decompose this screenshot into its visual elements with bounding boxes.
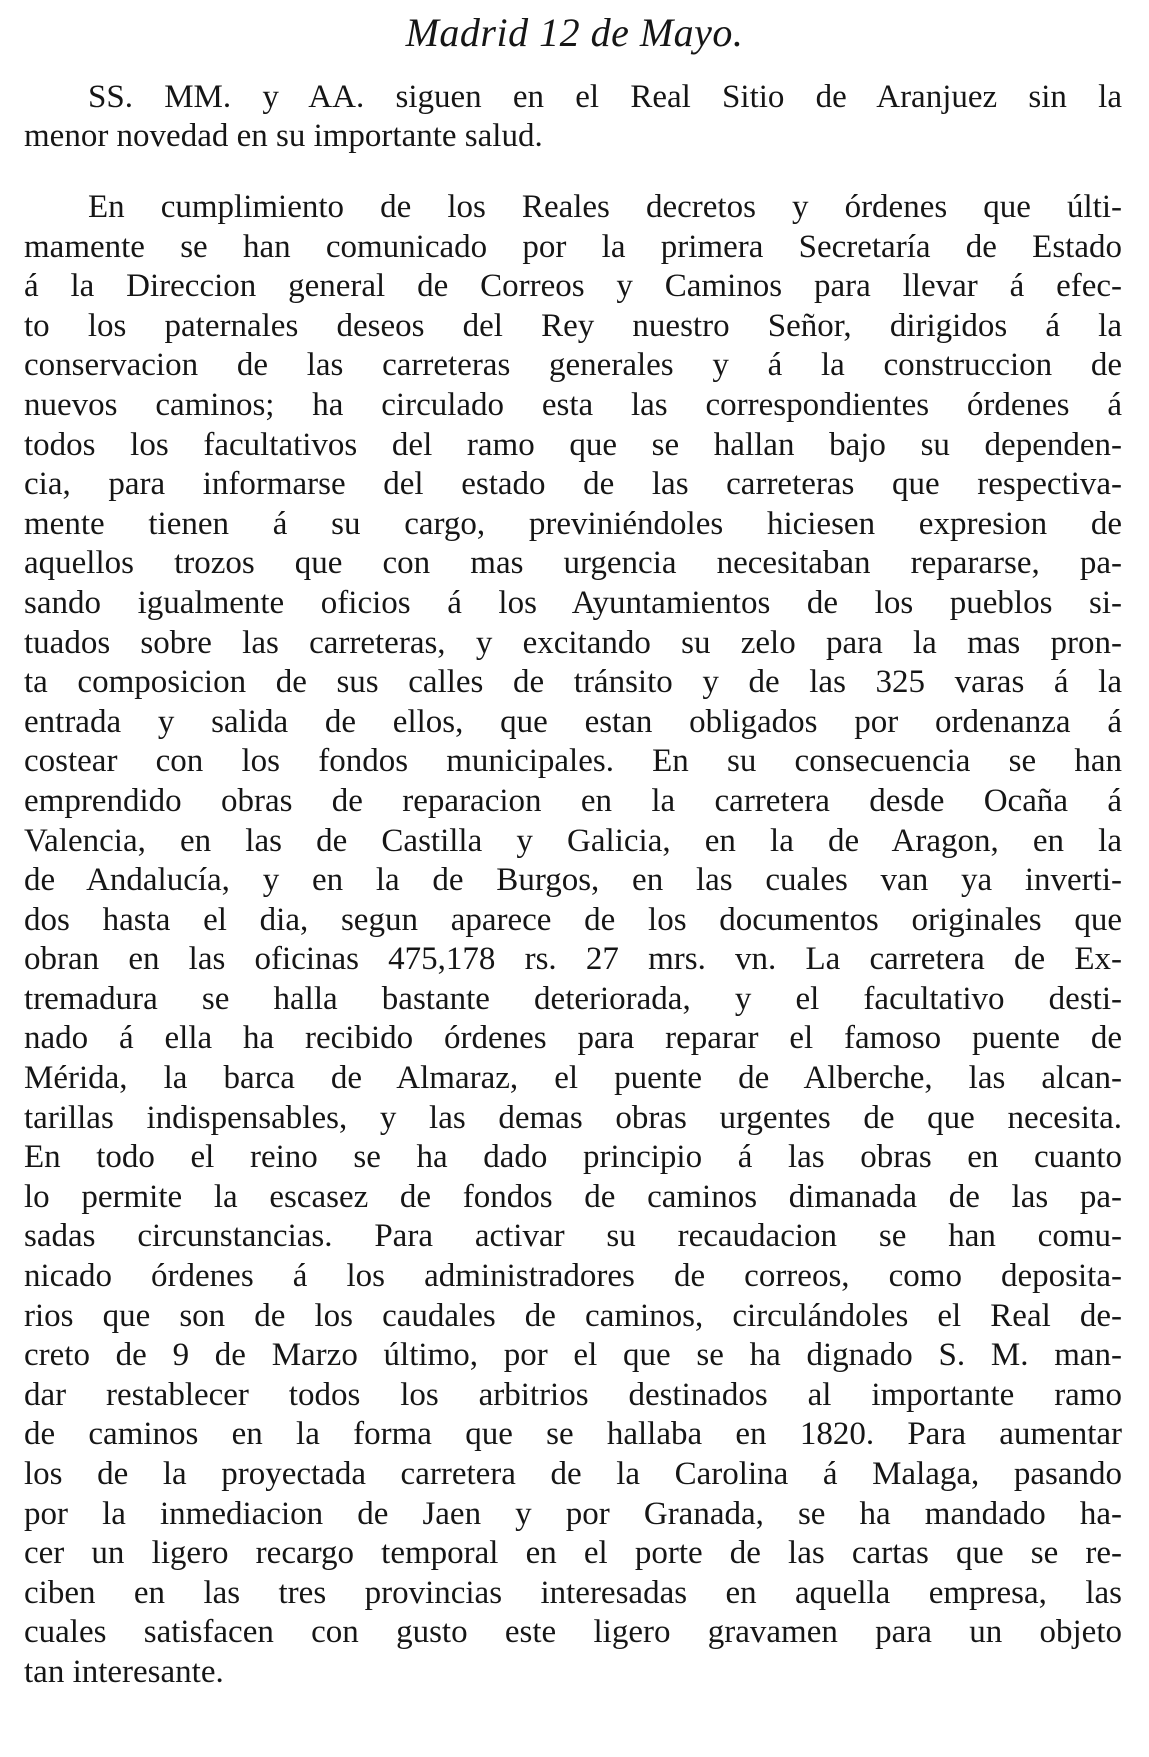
body-line: sando igualmente oficios á los Ayuntamientos de los pueblos si- (24, 584, 1122, 621)
body-line: Mérida, la barca de Almaraz, el puente de Alberche, las alcan- (24, 1060, 1122, 1097)
body-line: cuales satisfacen con gusto este ligero gravamen para un objeto (24, 1614, 1122, 1651)
body-line: tremadura se halla bastante deteriorada, y el facultativo desti- (24, 980, 1122, 1017)
body-line: todos los facultativos del ramo que se hallan bajo su dependen- (24, 426, 1122, 463)
body-line: lo permite la escasez de fondos de caminos dimanada de las pa- (24, 1178, 1122, 1215)
body-line: de Andalucía, y en la de Burgos, en las cuales van ya inverti- (24, 862, 1122, 899)
body-line: nado á ella ha recibido órdenes para reparar el famoso puente de (24, 1020, 1122, 1057)
body-line: tarillas indispensables, y las demas obras urgentes de que necesita. (24, 1099, 1122, 1136)
body-line: los de la proyectada carretera de la Carolina á Malaga, pasando (24, 1456, 1122, 1492)
body-line: sadas circunstancias. Para activar su recaudacion se han comu- (24, 1218, 1122, 1255)
body-line: mente tienen á su cargo, previniéndoles hiciesen expresion de (24, 505, 1122, 542)
body-line: to los paternales deseos del Rey nuestro Señor, dirigidos á la (24, 307, 1122, 344)
body-line: creto de 9 de Marzo último, por el que se ha dignado S. M. man- (24, 1337, 1122, 1374)
body-line: En cumplimiento de los Reales decretos y órdenes que últi- (88, 189, 1122, 225)
body-line: nicado órdenes á los administradores de correos, como deposita- (24, 1258, 1122, 1295)
body-line: emprendido obras de reparacion en la carretera desde Ocaña á (24, 782, 1122, 819)
body-line: por la inmediacion de Jaen y por Granada, se ha mandado ha- (24, 1495, 1122, 1532)
body-line: dos hasta el dia, segun aparece de los documentos originales que (24, 901, 1122, 938)
body-line: tan interesante. (24, 1653, 224, 1690)
body-line: ta composicion de sus calles de tránsito y de las 325 varas á la (24, 664, 1122, 701)
body-line: de caminos en la forma que se hallaba en 1820. Para aumentar (24, 1416, 1122, 1453)
body-line: rios que son de los caudales de caminos, circulándoles el Real de- (24, 1297, 1122, 1334)
lead-paragraph (24, 78, 1122, 156)
lead-line: SS. MM. y AA. siguen en el Real Sitio de Aranjuez sin la (88, 79, 1122, 115)
body-line: tuados sobre las carreteras, y excitando su zelo para la mas pron- (24, 624, 1122, 661)
main-paragraph (24, 188, 1122, 1693)
body-line: á la Direccion general de Correos y Caminos para llevar á efec- (24, 268, 1122, 305)
body-line: entrada y salida de ellos, que estan obligados por ordenanza á (24, 703, 1122, 740)
body-line: aquellos trozos que con mas urgencia necesitaban repararse, pa- (24, 545, 1122, 582)
body-line: dar restablecer todos los arbitrios destinados al importante ramo (24, 1376, 1122, 1413)
body-line: Valencia, en las de Castilla y Galicia, en la de Aragon, en la (24, 822, 1122, 859)
body-line: cer un ligero recargo temporal en el porte de las cartas que se re- (24, 1535, 1122, 1572)
body-line: conservacion de las carreteras generales y á la construccion de (24, 347, 1122, 384)
body-line: cia, para informarse del estado de las carreteras que respectiva- (24, 466, 1122, 503)
body-line: En todo el reino se ha dado principio á las obras en cuanto (24, 1139, 1122, 1176)
body-line: obran en las oficinas 475,178 rs. 27 mrs. vn. La carretera de Ex- (24, 941, 1122, 978)
dateline: Madrid 12 de Mayo. (405, 10, 744, 55)
body-line: mamente se han comunicado por la primera Secretaría de Estado (24, 228, 1122, 265)
body-line: ciben en las tres provincias interesadas en aquella empresa, las (24, 1574, 1122, 1611)
body-line: nuevos caminos; ha circulado esta las correspondientes órdenes á (24, 386, 1122, 423)
body-line: costear con los fondos municipales. En su consecuencia se han (24, 743, 1122, 780)
lead-line: menor novedad en su importante salud. (24, 118, 543, 154)
